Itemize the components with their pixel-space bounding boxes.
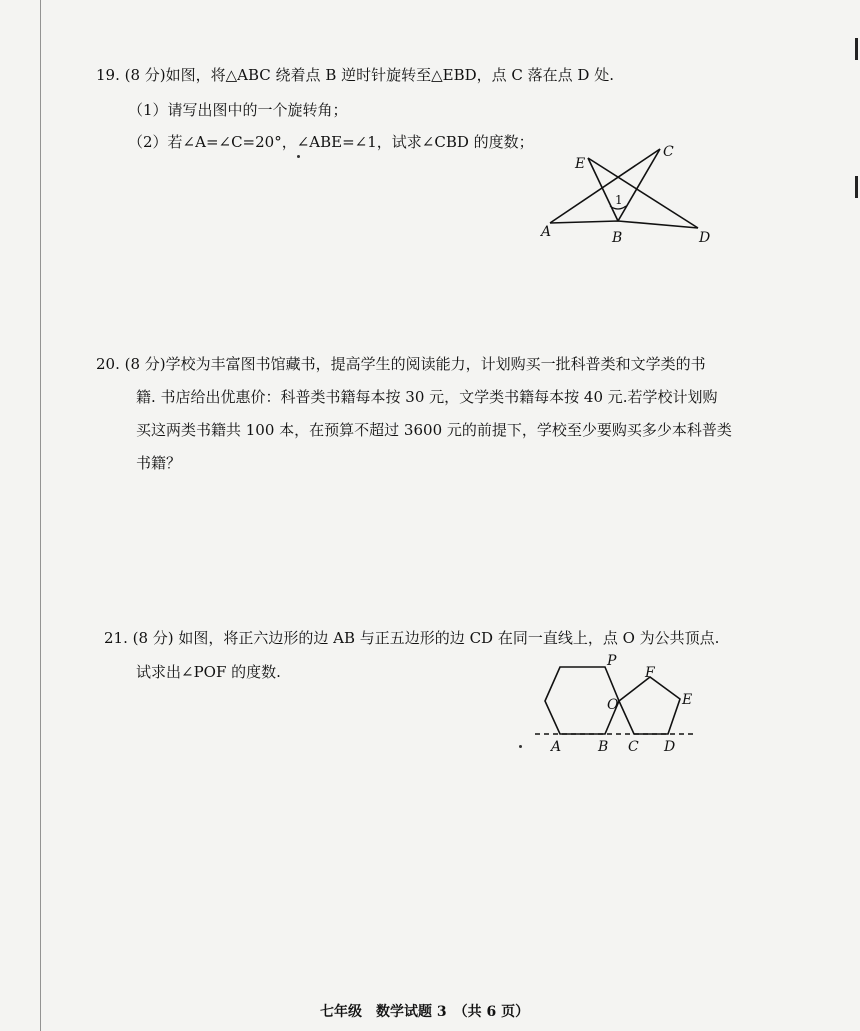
segment-ac <box>550 149 660 223</box>
q19-figure <box>530 140 720 250</box>
label-b: B <box>598 739 609 755</box>
label-a: A <box>541 224 552 240</box>
pentagon <box>619 677 680 734</box>
label-e: E <box>575 156 586 172</box>
left-margin-line <box>40 0 41 1031</box>
label-o: O <box>607 697 619 713</box>
edge-mark-top <box>855 38 858 60</box>
q21-line1: 21. (8 分) 如图，将正六边形的边 AB 与正五边形的边 CD 在同一直线上，点 O 为公共顶点. <box>104 629 720 647</box>
label-e: E <box>682 692 693 708</box>
label-c: C <box>663 144 674 160</box>
q20-line4: 书籍？ <box>136 454 182 472</box>
q19-part2: （2）若∠A=∠C=20°，∠ABE=∠1，试求∠CBD 的度数； <box>128 133 534 151</box>
q20-line2: 籍. 书店给出优惠价：科普类书籍每本按 30 元，文学类书籍每本按 40 元.若学校计划购 <box>136 388 718 406</box>
label-f: F <box>645 665 655 681</box>
label-b: B <box>612 230 623 246</box>
stray-dot <box>519 745 522 748</box>
q21-line2: 试求出∠POF 的度数. <box>136 663 281 681</box>
q19-stem: 19. (8 分)如图，将△ABC 绕着点 B 逆时针旋转至△EBD，点 C 落在点 D 处. <box>96 66 614 84</box>
label-c: C <box>628 739 639 755</box>
q21-figure <box>515 655 715 760</box>
q20-line3: 买这两类书籍共 100 本，在预算不超过 3600 元的前提下，学校至少要购买多少本科普类 <box>136 421 732 439</box>
label-d: D <box>699 230 711 246</box>
q20-line1: 20. (8 分)学校为丰富图书馆藏书，提高学生的阅读能力，计划购买一批科普类和文学类的书 <box>96 355 706 373</box>
label-d: D <box>664 739 676 755</box>
stray-dot <box>297 155 300 158</box>
label-a: A <box>551 739 562 755</box>
q19-part1: （1）请写出图中的一个旋转角； <box>128 101 348 119</box>
label-p: P <box>607 653 617 669</box>
label-angle-1: 1 <box>615 193 623 207</box>
page-footer: 七年级 数学试题 3 （共 6 页） <box>320 1004 530 1020</box>
segment-cb <box>618 149 660 221</box>
line-abd <box>550 221 698 228</box>
edge-mark-bottom <box>855 176 858 198</box>
